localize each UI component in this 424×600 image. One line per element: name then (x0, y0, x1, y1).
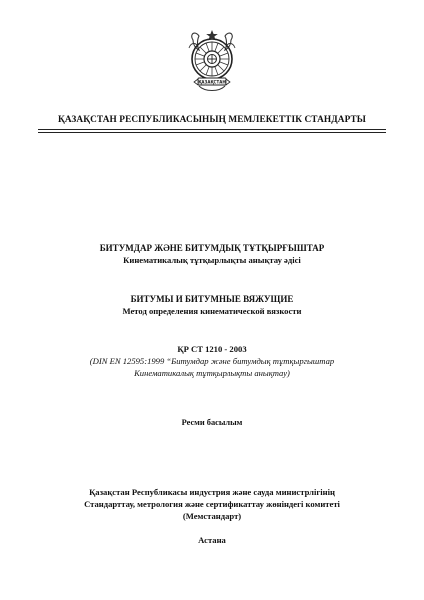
header-rule-thin (38, 132, 386, 133)
header-title: ҚАЗАҚСТАН РЕСПУБЛИКАСЫНЫҢ МЕМЛЕКЕТТІК СТАНДАРТЫ (57, 115, 366, 125)
publisher-line3: (Мемстандарт) (182, 511, 242, 521)
standard-reference-line1: (DIN EN 12595:1999 “Битумдар және битумдық тұтқыргыштар (89, 356, 335, 366)
city-label: Астана (198, 535, 226, 545)
standard-title-kz: БИТУМДАР ЖӘНЕ БИТУМДЫҚ ТҰТҚЫРҒЫШТАР (99, 243, 325, 253)
standard-subtitle-ru: Метод определения кинематической вязкости (122, 306, 302, 316)
standard-subtitle-kz: Кинематикалық тұтқырлықты анықтау әдісі (123, 255, 301, 265)
emblem-ribbon-text: ҚАЗАҚСТАН (198, 79, 226, 85)
standard-code: ҚР СТ 1210 - 2003 (177, 344, 247, 354)
header-rule-thick (38, 129, 386, 130)
publisher-line1: Қазақстан Республикасы индустрия және сауда министрлігінің (89, 487, 335, 497)
publisher-line2: Стандарттау, метрология және сертификаттау жөніндегі комитеті (84, 499, 340, 509)
kazakhstan-state-emblem-icon (185, 28, 239, 94)
edition-label: Ресми басылым (181, 418, 243, 427)
standard-reference-line2: Кинематикалық тұтқырлықты анықтау) (134, 368, 290, 378)
standard-title-ru: БИТУМЫ И БИТУМНЫЕ ВЯЖУЩИЕ (130, 294, 294, 304)
